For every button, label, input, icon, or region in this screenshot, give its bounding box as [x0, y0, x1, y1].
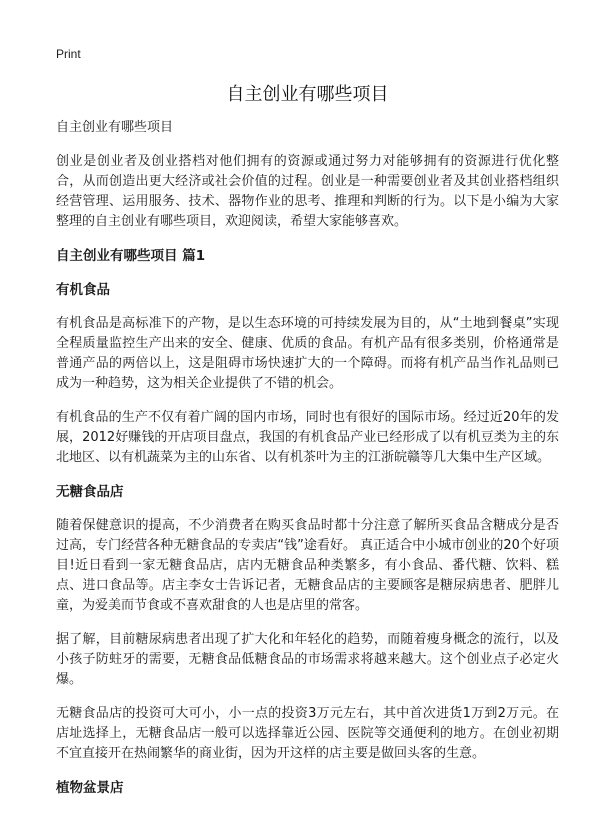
sub-heading-sugar-free-store: 无糖食品店 — [56, 484, 124, 500]
paragraph: 随着保健意识的提高，不少消费者在购买食品时都十分注意了解所买食品含糖成分是否过高，专门经营各种无糖食品的专卖店“钱”途看好。 真正适合中小城市创业的20个好项目!近日看到一家无糖食品店，店内无糖食品种类繁多，有小食品、番代糖、饮料、糕点、进口食品等。店主李女士告诉记者，无糖食品店的主要顾客是糖尿病患者、肥胖儿童，为爱美而节食或不喜欢甜食的人也是店里的常客。 — [56, 518, 559, 613]
document-subtitle: 自主创业有哪些项目 — [56, 120, 174, 135]
paragraph: 有机食品的生产不仅有着广阔的国内市场，同时也有很好的国际市场。经过近20年的发展，2012好赚钱的开店项目盘点，我国的有机食品产业已经形成了以有机豆类为主的东北地区、以有机蔬菜为主的山东省、以有机茶叶为主的江浙皖赣等几大集中生产区域。 — [56, 410, 559, 465]
sub-heading-plant-bonsai-store: 植物盆景店 — [56, 780, 124, 796]
sub-heading-organic-food: 有机食品 — [56, 282, 110, 298]
paragraph: 无糖食品店的投资可大可小，小一点的投资3万元左右，其中首次进货1万到2万元。在店址选择上，无糖食品店一般可以选择靠近公园、医院等交通便利的地方。在创业初期不宜直接开在热闹繁华的商业街，因为开这样的店主要是做回头客的生意。 — [56, 706, 559, 761]
section-heading: 自主创业有哪些项目 篇1 — [56, 248, 206, 264]
document-title: 自主创业有哪些项目 — [226, 84, 389, 105]
document-body — [56, 118, 559, 812]
intro-paragraph: 创业是创业者及创业搭档对他们拥有的资源或通过努力对能够拥有的资源进行优化整合，从而创造出更大经济或社会价值的过程。创业是一种需要创业者及其创业搭档组织经营管理、运用服务、技术、器物作业的思考、推理和判断的行为。以下是小编为大家整理的自主创业有哪些项目，欢迎阅读，希望大家能够喜欢。 — [56, 154, 559, 229]
paragraph: 据了解，目前糖尿病患者出现了扩大化和年轻化的趋势，而随着瘦身概念的流行，以及小孩子防蛀牙的需要，无糖食品低糖食品的市场需求将越来越大。这个创业点子必定火爆。 — [56, 632, 559, 687]
paragraph: 有机食品是高标准下的产物，是以生态环境的可持续发展为目的，从“土地到餐桌”实现全程质量监控生产出来的安全、健康、优质的食品。有机产品有很多类别，价格通常是普通产品的两倍以上，这是阻碍市场快速扩大的一个障碍。而将有机产品当作礼品则已成为一种趋势，这为相关企业提供了不错的机会。 — [56, 316, 559, 391]
print-link[interactable]: Print — [56, 47, 81, 61]
